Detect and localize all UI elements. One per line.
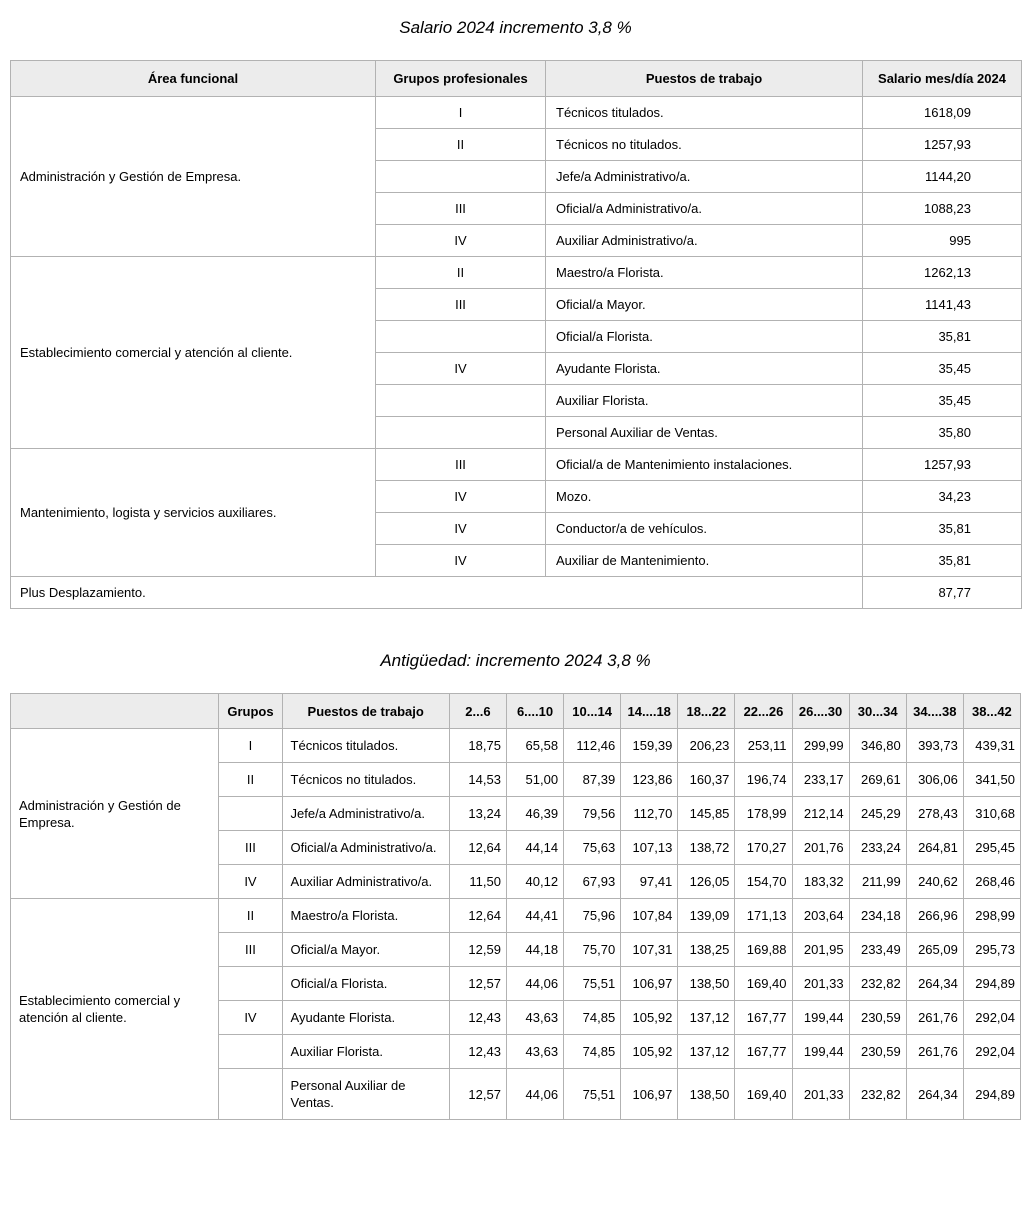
puesto-cell: Jefe/a Administrativo/a. (546, 161, 863, 193)
antiguedad-table-head (11, 694, 1021, 729)
antiguedad-value-cell: 167,77 (735, 1001, 792, 1035)
antiguedad-value-cell: 233,49 (849, 933, 906, 967)
antiguedad-value-cell: 310,68 (963, 797, 1020, 831)
puesto-cell: Técnicos titulados. (546, 97, 863, 129)
antiguedad-value-cell: 145,85 (678, 797, 735, 831)
puesto-cell: Técnicos no titulados. (546, 129, 863, 161)
antiguedad-value-cell: 138,25 (678, 933, 735, 967)
antiguedad-value-cell: 12,43 (449, 1035, 506, 1069)
grupo-cell: III (376, 449, 546, 481)
antiguedad-value-cell: 230,59 (849, 1001, 906, 1035)
grupo-cell (376, 321, 546, 353)
salario-table-head (11, 61, 1022, 97)
antiguedad-value-cell: 167,77 (735, 1035, 792, 1069)
salario-cell: 35,81 (863, 545, 1022, 577)
column-header-range-30-34: 30...34 (849, 694, 906, 729)
salario-cell: 35,45 (863, 385, 1022, 417)
column-header-range-10-14: 10...14 (564, 694, 621, 729)
antiguedad-value-cell: 212,14 (792, 797, 849, 831)
antiguedad-value-cell: 292,04 (963, 1001, 1020, 1035)
column-header-range-26-30: 26....30 (792, 694, 849, 729)
grupo-cell: II (376, 257, 546, 289)
puesto-cell: Conductor/a de vehículos. (546, 513, 863, 545)
antiguedad-value-cell: 341,50 (963, 763, 1020, 797)
antiguedad-value-cell: 105,92 (621, 1035, 678, 1069)
column-header-area-funcional: Área funcional (11, 61, 376, 97)
antiguedad-value-cell: 233,24 (849, 831, 906, 865)
puesto-cell: Técnicos no titulados. (282, 763, 449, 797)
antiguedad-value-cell: 44,14 (506, 831, 563, 865)
antiguedad-value-cell: 12,59 (449, 933, 506, 967)
antiguedad-value-cell: 393,73 (906, 729, 963, 763)
area-cell: Establecimiento comercial y atención al cliente. (11, 257, 376, 449)
antiguedad-value-cell: 12,43 (449, 1001, 506, 1035)
antiguedad-value-cell: 201,33 (792, 967, 849, 1001)
salario-table-body (11, 97, 1022, 609)
grupo-cell: II (219, 763, 282, 797)
antiguedad-value-cell: 261,76 (906, 1035, 963, 1069)
antiguedad-value-cell: 75,96 (564, 899, 621, 933)
puesto-cell: Jefe/a Administrativo/a. (282, 797, 449, 831)
column-header-puestos-de-trabajo: Puestos de trabajo (282, 694, 449, 729)
antiguedad-header-row (11, 694, 1021, 729)
salario-cell: 1618,09 (863, 97, 1022, 129)
puesto-cell: Oficial/a Mayor. (282, 933, 449, 967)
antiguedad-value-cell: 240,62 (906, 865, 963, 899)
antiguedad-value-cell: 298,99 (963, 899, 1020, 933)
puesto-cell: Oficial/a Mayor. (546, 289, 863, 321)
grupo-cell: III (219, 831, 282, 865)
antiguedad-value-cell: 12,64 (449, 899, 506, 933)
antiguedad-value-cell: 278,43 (906, 797, 963, 831)
antiguedad-value-cell: 74,85 (564, 1035, 621, 1069)
grupo-cell (376, 161, 546, 193)
column-header-puestos-de-trabajo: Puestos de trabajo (546, 61, 863, 97)
antiguedad-value-cell: 106,97 (621, 967, 678, 1001)
antiguedad-value-cell: 232,82 (849, 967, 906, 1001)
antiguedad-value-cell: 126,05 (678, 865, 735, 899)
puesto-cell: Oficial/a Administrativo/a. (546, 193, 863, 225)
antiguedad-value-cell: 439,31 (963, 729, 1020, 763)
antiguedad-value-cell: 46,39 (506, 797, 563, 831)
table-row (11, 729, 1021, 763)
antiguedad-value-cell: 51,00 (506, 763, 563, 797)
puesto-cell: Maestro/a Florista. (282, 899, 449, 933)
salario-cell: 34,23 (863, 481, 1022, 513)
antiguedad-value-cell: 137,12 (678, 1035, 735, 1069)
salario-cell: 1257,93 (863, 129, 1022, 161)
antiguedad-value-cell: 43,63 (506, 1035, 563, 1069)
antiguedad-value-cell: 40,12 (506, 865, 563, 899)
antiguedad-value-cell: 107,13 (621, 831, 678, 865)
antiguedad-value-cell: 160,37 (678, 763, 735, 797)
antiguedad-value-cell: 12,57 (449, 1069, 506, 1120)
antiguedad-value-cell: 79,56 (564, 797, 621, 831)
antiguedad-value-cell: 18,75 (449, 729, 506, 763)
antiguedad-value-cell: 44,18 (506, 933, 563, 967)
grupo-cell: III (219, 933, 282, 967)
antiguedad-value-cell: 264,81 (906, 831, 963, 865)
grupo-cell (219, 1069, 282, 1120)
column-header-range-38-42: 38...42 (963, 694, 1020, 729)
puesto-cell: Auxiliar de Mantenimiento. (546, 545, 863, 577)
antiguedad-value-cell: 75,70 (564, 933, 621, 967)
column-header-grupos-profesionales: Grupos profesionales (376, 61, 546, 97)
antiguedad-value-cell: 44,06 (506, 967, 563, 1001)
salario-header-row (11, 61, 1022, 97)
grupo-cell (219, 797, 282, 831)
table-row (11, 97, 1022, 129)
antiguedad-value-cell: 44,41 (506, 899, 563, 933)
puesto-cell: Auxiliar Administrativo/a. (546, 225, 863, 257)
salario-cell: 1262,13 (863, 257, 1022, 289)
antiguedad-value-cell: 75,63 (564, 831, 621, 865)
puesto-cell: Ayudante Florista. (282, 1001, 449, 1035)
table-row (11, 257, 1022, 289)
salario-cell: 1257,93 (863, 449, 1022, 481)
antiguedad-value-cell: 299,99 (792, 729, 849, 763)
salario-cell: 1088,23 (863, 193, 1022, 225)
antiguedad-value-cell: 12,64 (449, 831, 506, 865)
salario-cell: 1141,43 (863, 289, 1022, 321)
table-footer-row (11, 577, 1022, 609)
antiguedad-value-cell: 269,61 (849, 763, 906, 797)
area-cell: Administración y Gestión de Empresa. (11, 729, 219, 899)
salario-cell: 35,45 (863, 353, 1022, 385)
antiguedad-value-cell: 234,18 (849, 899, 906, 933)
puesto-cell: Oficial/a Florista. (546, 321, 863, 353)
table-row (11, 449, 1022, 481)
antiguedad-section (10, 609, 1021, 1120)
column-header-salario-mes-dia: Salario mes/día 2024 (863, 61, 1022, 97)
antiguedad-value-cell: 44,06 (506, 1069, 563, 1120)
antiguedad-value-cell: 12,57 (449, 967, 506, 1001)
antiguedad-value-cell: 107,31 (621, 933, 678, 967)
antiguedad-value-cell: 178,99 (735, 797, 792, 831)
antiguedad-value-cell: 169,88 (735, 933, 792, 967)
grupo-cell: IV (376, 513, 546, 545)
area-cell: Administración y Gestión de Empresa. (11, 97, 376, 257)
antiguedad-value-cell: 201,95 (792, 933, 849, 967)
grupo-cell: III (376, 289, 546, 321)
grupo-cell: II (376, 129, 546, 161)
antiguedad-value-cell: 14,53 (449, 763, 506, 797)
antiguedad-value-cell: 206,23 (678, 729, 735, 763)
column-header-range-6-10: 6....10 (506, 694, 563, 729)
antiguedad-value-cell: 138,50 (678, 967, 735, 1001)
grupo-cell (219, 967, 282, 1001)
antiguedad-value-cell: 138,50 (678, 1069, 735, 1120)
salario-cell: 35,80 (863, 417, 1022, 449)
puesto-cell: Personal Auxiliar de Ventas. (282, 1069, 449, 1120)
antiguedad-value-cell: 123,86 (621, 763, 678, 797)
antiguedad-value-cell: 292,04 (963, 1035, 1020, 1069)
antiguedad-value-cell: 295,45 (963, 831, 1020, 865)
antiguedad-value-cell: 199,44 (792, 1001, 849, 1035)
grupo-cell: IV (219, 1001, 282, 1035)
antiguedad-value-cell: 74,85 (564, 1001, 621, 1035)
antiguedad-value-cell: 112,70 (621, 797, 678, 831)
salario-cell: 1144,20 (863, 161, 1022, 193)
column-header-grupos: Grupos (219, 694, 282, 729)
salario-table-title: Salario 2024 incremento 3,8 % (399, 18, 632, 37)
column-header-range-22-26: 22...26 (735, 694, 792, 729)
salario-table (10, 60, 1022, 609)
antiguedad-value-cell: 183,32 (792, 865, 849, 899)
antiguedad-value-cell: 171,13 (735, 899, 792, 933)
puesto-cell: Personal Auxiliar de Ventas. (546, 417, 863, 449)
puesto-cell: Ayudante Florista. (546, 353, 863, 385)
antiguedad-value-cell: 196,74 (735, 763, 792, 797)
antiguedad-value-cell: 268,46 (963, 865, 1020, 899)
antiguedad-value-cell: 306,06 (906, 763, 963, 797)
antiguedad-value-cell: 112,46 (564, 729, 621, 763)
antiguedad-value-cell: 170,27 (735, 831, 792, 865)
antiguedad-value-cell: 169,40 (735, 1069, 792, 1120)
antiguedad-value-cell: 139,09 (678, 899, 735, 933)
antiguedad-value-cell: 75,51 (564, 1069, 621, 1120)
antiguedad-value-cell: 43,63 (506, 1001, 563, 1035)
puesto-cell: Mozo. (546, 481, 863, 513)
salario-cell: 35,81 (863, 513, 1022, 545)
antiguedad-value-cell: 106,97 (621, 1069, 678, 1120)
antiguedad-value-cell: 138,72 (678, 831, 735, 865)
antiguedad-value-cell: 245,29 (849, 797, 906, 831)
puesto-cell: Técnicos titulados. (282, 729, 449, 763)
antiguedad-value-cell: 264,34 (906, 1069, 963, 1120)
puesto-cell: Oficial/a Administrativo/a. (282, 831, 449, 865)
antiguedad-value-cell: 107,84 (621, 899, 678, 933)
antiguedad-value-cell: 264,34 (906, 967, 963, 1001)
antiguedad-value-cell: 11,50 (449, 865, 506, 899)
puesto-cell: Oficial/a de Mantenimiento instalaciones. (546, 449, 863, 481)
puesto-cell: Maestro/a Florista. (546, 257, 863, 289)
antiguedad-value-cell: 67,93 (564, 865, 621, 899)
salario-cell: 87,77 (863, 577, 1022, 609)
grupo-cell: III (376, 193, 546, 225)
antiguedad-value-cell: 295,73 (963, 933, 1020, 967)
antiguedad-value-cell: 232,82 (849, 1069, 906, 1120)
grupo-cell (376, 385, 546, 417)
salario-cell: 995 (863, 225, 1022, 257)
puesto-cell: Auxiliar Florista. (546, 385, 863, 417)
antiguedad-value-cell: 105,92 (621, 1001, 678, 1035)
grupo-cell: IV (219, 865, 282, 899)
antiguedad-value-cell: 203,64 (792, 899, 849, 933)
antiguedad-value-cell: 294,89 (963, 1069, 1020, 1120)
antiguedad-value-cell: 346,80 (849, 729, 906, 763)
antiguedad-table-body (11, 729, 1021, 1120)
puesto-cell: Oficial/a Florista. (282, 967, 449, 1001)
antiguedad-value-cell: 169,40 (735, 967, 792, 1001)
antiguedad-value-cell: 265,09 (906, 933, 963, 967)
table-row (11, 899, 1021, 933)
antiguedad-value-cell: 87,39 (564, 763, 621, 797)
area-cell: Establecimiento comercial y atención al cliente. (11, 899, 219, 1120)
column-header-range-18-22: 18...22 (678, 694, 735, 729)
antiguedad-value-cell: 211,99 (849, 865, 906, 899)
grupo-cell: IV (376, 545, 546, 577)
grupo-cell: II (219, 899, 282, 933)
antiguedad-value-cell: 154,70 (735, 865, 792, 899)
grupo-cell: IV (376, 481, 546, 513)
grupo-cell (219, 1035, 282, 1069)
grupo-cell: I (376, 97, 546, 129)
antiguedad-value-cell: 233,17 (792, 763, 849, 797)
antiguedad-value-cell: 75,51 (564, 967, 621, 1001)
antiguedad-value-cell: 230,59 (849, 1035, 906, 1069)
antiguedad-value-cell: 266,96 (906, 899, 963, 933)
antiguedad-value-cell: 253,11 (735, 729, 792, 763)
antiguedad-value-cell: 294,89 (963, 967, 1020, 1001)
antiguedad-value-cell: 137,12 (678, 1001, 735, 1035)
antiguedad-value-cell: 97,41 (621, 865, 678, 899)
salario-cell: 35,81 (863, 321, 1022, 353)
antiguedad-value-cell: 13,24 (449, 797, 506, 831)
grupo-cell: I (219, 729, 282, 763)
antiguedad-value-cell: 201,33 (792, 1069, 849, 1120)
area-cell: Mantenimiento, logista y servicios auxiliares. (11, 449, 376, 577)
antiguedad-table-title: Antigüedad: incremento 2024 3,8 % (380, 651, 651, 670)
column-header-area-blank (11, 694, 219, 729)
antiguedad-value-cell: 159,39 (621, 729, 678, 763)
antiguedad-value-cell: 201,76 (792, 831, 849, 865)
grupo-cell: IV (376, 353, 546, 385)
grupo-cell (376, 417, 546, 449)
antiguedad-value-cell: 261,76 (906, 1001, 963, 1035)
antiguedad-table (10, 693, 1021, 1120)
column-header-range-2-6: 2...6 (449, 694, 506, 729)
salario-section (10, 0, 1021, 609)
column-header-range-34-38: 34....38 (906, 694, 963, 729)
antiguedad-value-cell: 199,44 (792, 1035, 849, 1069)
puesto-cell: Auxiliar Florista. (282, 1035, 449, 1069)
antiguedad-value-cell: 65,58 (506, 729, 563, 763)
footer-label-cell: Plus Desplazamiento. (11, 577, 863, 609)
grupo-cell: IV (376, 225, 546, 257)
column-header-range-14-18: 14....18 (621, 694, 678, 729)
puesto-cell: Auxiliar Administrativo/a. (282, 865, 449, 899)
